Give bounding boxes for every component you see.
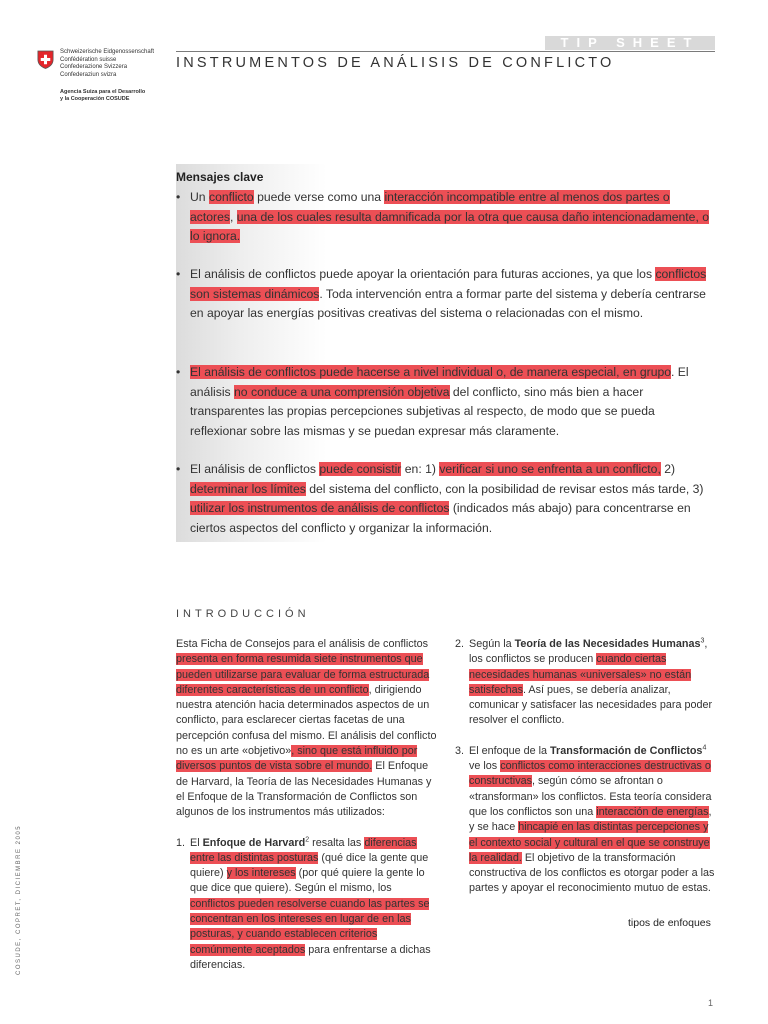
key-message-3: • El análisis de conflictos puede hacerse a nivel individual o, de manera especial, en grupo. El análisis no conduce a una comprensión objetiva del conflicto, sino más bien a hacer transparentes las propias percepciones subjetivas al respecto, de modo que se pueda reflexionar sobre las mismas y se puedan expresar más claramente. [176, 365, 689, 438]
government-name: Schweizerische Eidgenossenschaft Confédération suisse Confederazione Svizzera Confederaziun svizra [60, 49, 155, 78]
intro-heading: INTRODUCCIÓN [176, 608, 310, 620]
bullet-icon: • [176, 267, 181, 281]
key-message-4: • El análisis de conflictos puede consistir en: 1) verificar si uno se enfrenta a un conflicto, 2) determinar los límites del sistema del conflicto, con la posibilidad de revisar estos más tarde, 3) utilizar los instrumentos de análisis de conflictos (indicados más abajo) para concentrarse en ciertos aspectos del conflicto y organizar la información. [176, 462, 704, 535]
key-message-2: • El análisis de conflictos puede apoyar la orientación para futuras acciones, ya que los conflictos son sistemas dinámicos. Toda intervención entra a formar parte del sistema y debería centrarse en apoyar las energías positivas creativas del sistema o relacionadas con el mismo. [176, 267, 707, 320]
intro-left-column [176, 637, 438, 973]
page-number: 1 [708, 998, 714, 1008]
key-message-1: • Un conflicto puede verse como una interacción incompatible entre al menos dos partes o actores, una de los cuales resulta damnificada por la otra que causa daño intencionadamente, o lo ignora. [176, 190, 709, 243]
key-messages-heading: Mensajes clave [176, 170, 264, 184]
intro-paragraph: Esta Ficha de Consejos para el análisis de conflictos presenta en forma resumida siete instrumentos que pueden utilizarse para evaluar de forma estructurada diferentes características de un conflicto, dirigiendo nuestra atención hacia determinados aspectos de un conflicto, para esclarecer ciertas facetas de una percepción confusa del mismo. El análisis del conflicto no es un arte «objetivo», sino que está influido por diversos puntos de vista sobre el mundo. El Enfoque de Harvard, la Teoría de las Necesidades Humanas y el Enfoque de la Transformación de Conflictos son algunos de los instrumentos más utilizados: [176, 638, 437, 819]
approach-human-needs: 2. Según la Teoría de las Necesidades Humanas$^3$, los conflictos se producen cuando ciertas necesidades humanas «universales» no están satisfechas. Así pues, se debería analizar, comunicar y satisfacer las necesidades para poder resolver el conflicto. [455, 637, 713, 727]
header-rule [176, 51, 715, 52]
agency-name: Agencia Suiza para el Desarrollo y la Cooperación COSUDE [60, 89, 146, 102]
annotation-note: tipos de enfoques [628, 917, 711, 929]
swiss-cross-icon [36, 50, 55, 69]
bullet-icon: • [176, 365, 181, 379]
bullet-icon: • [176, 462, 181, 476]
bullet-icon: • [176, 190, 181, 204]
page-title: INSTRUMENTOS DE ANÁLISIS DE CONFLICTO [176, 55, 615, 71]
tip-sheet-banner: TIP SHEET [545, 36, 715, 50]
side-footer: COSUDE, COPRET, DICIEMBRE 2005 [16, 824, 22, 975]
intro-right-column [455, 637, 717, 897]
approach-harvard: 1. El Enfoque de Harvard$^2$ resalta las diferencias entre las distintas posturas (qué dice la gente que quiere) y los intereses (por qué quiere la gente lo que dice que quiere). Según el mismo, los conflictos pueden resolverse cuando las partes se concentran en los intereses en lugar de en las posturas, y cuando establecen criterios comúnmente aceptados para enfrentarse a dichas diferencias. [176, 835, 431, 971]
approach-transformation: 3. El enfoque de la Transformación de Conflictos$^4$ ve los conflictos como interacciones destructivas o constructivas, según cómo se afrontan o «transforman» los conflictos. Esta teoría considera que los conflictos son una interacción de energías, y se hace hincapié en las distintas percepciones y el contexto social y cultural en el que se construye la realidad. El objetivo de la transformación constructiva de los conflictos es otorgar poder a las partes y apoyar el reconocimiento mutuo de estas. [455, 744, 715, 895]
